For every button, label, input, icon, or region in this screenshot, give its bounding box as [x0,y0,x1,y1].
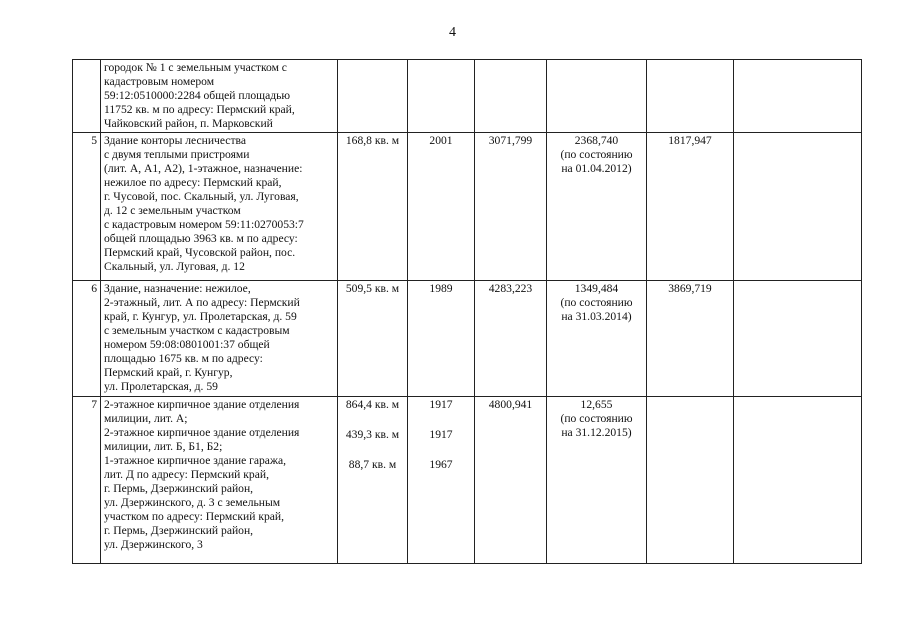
value-cell: 3071,799 [475,133,547,281]
property-table [72,59,862,564]
extra-cell [734,60,862,133]
property-description [101,281,338,397]
table-row [73,281,862,397]
description-line: г. Чусовой, пос. Скальный, ул. Луговая, [104,190,299,203]
year-cell [408,60,475,133]
description-line: 2-этажное кирпичное здание отделения [104,398,300,411]
value-cell [475,60,547,133]
description-line: 11752 кв. м по адресу: Пермский край, [104,103,295,116]
description-line: с двумя теплыми пристроями [104,148,250,161]
description-line: 2-этажный, лит. А по адресу: Пермский [104,296,300,309]
description-line: 59:12:0510000:2284 общей площадью [104,89,291,102]
year-value: 1989 [429,282,453,295]
description-line: Чайковский район, п. Марковский [104,117,273,130]
year-cell [408,133,475,281]
value-cell: 4283,223 [475,281,547,397]
table-row [73,133,862,281]
year-cell [408,281,475,397]
area-value: 864,4 кв. м [345,398,400,411]
description-line: милиции, лит. Б, Б1, Б2; [104,440,223,453]
description-line: с земельным участком с кадастровым [104,324,290,337]
residual-value: 12,655 [580,398,613,411]
description-line: с кадастровым номером 59:11:0270053:7 [104,218,304,231]
property-description [101,397,338,564]
table-row [73,397,862,564]
year-value: 2001 [429,134,453,147]
year-value: 1917 [429,428,453,441]
year-value: 1967 [429,458,453,471]
balance-cell: 1817,947 [647,133,734,281]
balance-cell: 3869,719 [647,281,734,397]
description-line: площадью 1675 кв. м по адресу: [104,352,263,365]
year-cell [408,397,475,564]
property-description [101,60,338,133]
row-number [73,60,101,133]
residual-cell [547,60,647,133]
residual-note: (по состоянию [560,148,633,161]
residual-date: на 01.04.2012) [561,162,632,175]
description-line: лит. Д по адресу: Пермский край, [104,468,269,481]
extra-cell [734,397,862,564]
area-cell [338,133,408,281]
balance-cell [647,60,734,133]
description-line: Пермский край, Чусовской район, пос. [104,246,296,259]
area-value: 509,5 кв. м [345,282,400,295]
description-line: Здание конторы лесничества [104,134,246,147]
area-value: 88,7 кв. м [348,458,397,471]
row-number: 7 [73,397,101,564]
residual-value: 2368,740 [574,134,619,147]
area-value: 168,8 кв. м [345,134,400,147]
description-line: участком по адресу: Пермский край, [104,510,285,523]
area-value: 439,3 кв. м [345,428,400,441]
residual-date: на 31.12.2015) [561,426,632,439]
area-cell [338,281,408,397]
description-line: ул. Пролетарская, д. 59 [104,380,218,393]
description-line: ул. Дзержинского, д. 3 с земельным [104,496,281,509]
description-line: Скальный, ул. Луговая, д. 12 [104,260,245,273]
description-line: 1-этажное кирпичное здание гаража, [104,454,287,467]
description-line: ул. Дзержинского, 3 [104,538,203,551]
description-line: Здание, назначение: нежилое, [104,282,251,295]
value-cell: 4800,941 [475,397,547,564]
description-line: милиции, лит. А; [104,412,188,425]
area-cell [338,60,408,133]
balance-cell [647,397,734,564]
description-line: край, г. Кунгур, ул. Пролетарская, д. 59 [104,310,297,323]
description-line: д. 12 с земельным участком [104,204,241,217]
description-line: номером 59:08:0801001:37 общей [104,338,270,351]
description-line: кадастровым номером [104,75,215,88]
table-row [73,60,862,133]
page-number: 4 [449,25,456,40]
description-line: (лит. А, А1, А2), 1-этажное, назначение: [104,162,303,175]
description-line: нежилое по адресу: Пермский край, [104,176,282,189]
property-description [101,133,338,281]
description-line: г. Пермь, Дзержинский район, [104,482,254,495]
description-line: общей площадью 3963 кв. м по адресу: [104,232,298,245]
description-line: г. Пермь, Дзержинский район, [104,524,254,537]
description-line: городок № 1 с земельным участком с [104,61,287,74]
year-value: 1917 [429,398,453,411]
residual-cell [547,281,647,397]
row-number: 6 [73,281,101,397]
description-line: Пермский край, г. Кунгур, [104,366,233,379]
area-cell [338,397,408,564]
row-number: 5 [73,133,101,281]
residual-date: на 31.03.2014) [561,310,632,323]
residual-value: 1349,484 [574,282,619,295]
extra-cell [734,281,862,397]
extra-cell [734,133,862,281]
description-line: 2-этажное кирпичное здание отделения [104,426,300,439]
residual-note: (по состоянию [560,296,633,309]
residual-note: (по состоянию [560,412,633,425]
residual-cell [547,397,647,564]
residual-cell [547,133,647,281]
